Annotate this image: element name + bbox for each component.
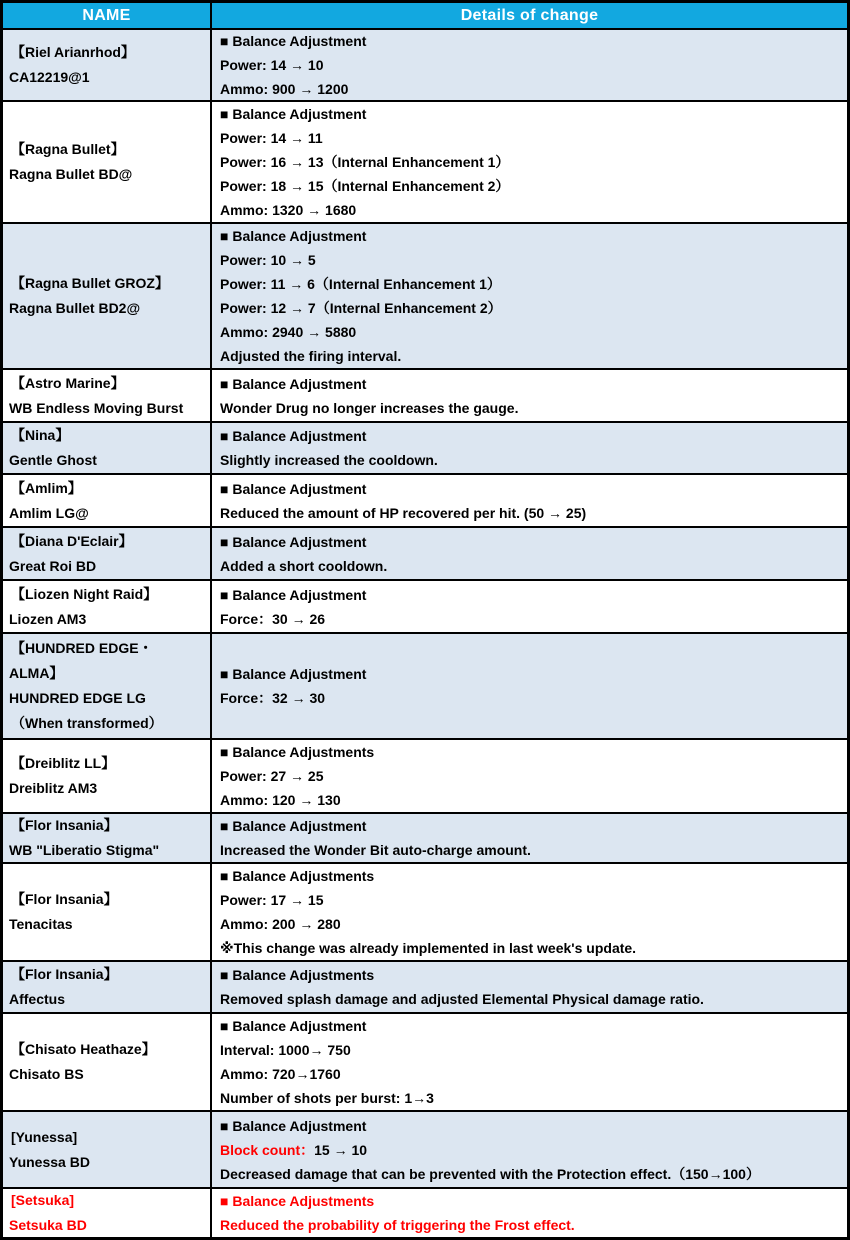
change-detail-line: ■ Balance Adjustments [220,868,375,884]
unit-name-line: 【Dreiblitz LL】 [11,755,116,771]
unit-name-line: 【Liozen Night Raid】 [11,585,158,602]
table-row [3,224,847,370]
table-row [3,102,847,224]
unit-name-line: 【Flor Insania】 [11,891,118,907]
unit-name-cell [3,528,212,579]
change-detail-line: Power: 14 → 10 [220,57,324,73]
unit-name-cell [3,634,212,738]
change-detail-line: ■ Balance Adjustment [220,1117,367,1134]
change-detail-line: Ammo: 1320 → 1680 [220,202,357,218]
table-header-row [3,3,847,30]
unit-name-cell [3,224,212,368]
unit-name-line: Yunessa BD [9,1153,90,1170]
unit-name-line: Dreiblitz AM3 [9,780,98,796]
change-detail-line: ■ Balance Adjustments [220,967,375,983]
change-detail-line: Power: 14 → 11 [220,130,323,146]
unit-name-line: 【Flor Insania】 [11,817,118,833]
unit-name-line: 【Riel Arianrhod】 [11,44,135,60]
change-detail-line: Ammo: 900 → 1200 [220,81,349,97]
change-details-cell [212,740,847,812]
table-row [3,528,847,581]
change-detail-line: Added a short cooldown. [220,557,388,574]
unit-name-line: 【Diana D'Eclair】 [11,532,133,549]
change-detail-line: ■ Balance Adjustment [220,375,367,392]
change-detail-line: ■ Balance Adjustment [220,533,367,550]
change-details-cell [212,962,847,1012]
change-detail-line: Force：30 → 26 [220,610,326,627]
unit-name-line: ALMA】 [9,665,64,681]
unit-name-line: 【Astro Marine】 [11,374,125,391]
unit-name-line: 【Flor Insania】 [11,966,118,982]
change-details-cell [212,370,847,421]
unit-name-line: Setsuka BD [9,1217,87,1233]
change-detail-line [220,1138,843,1162]
unit-name-line: Amlim LG@ [9,504,89,521]
change-detail-line: Power: 27 → 25 [220,768,324,784]
change-detail-line: Power: 10 → 5 [220,252,316,268]
unit-name-cell [3,814,212,862]
unit-name-line: Ragna Bullet BD@ [9,166,133,182]
unit-name-line: CA12219@1 [9,69,90,85]
change-detail-line: Adjusted the firing interval. [220,348,402,364]
change-details-cell [212,1189,847,1237]
table-row [3,1189,847,1237]
unit-name-line: 【Ragna Bullet】 [11,141,125,157]
unit-name-line: Affectus [9,991,66,1007]
unit-name-line: Gentle Ghost [9,452,97,468]
column-header-details: Details of change [460,6,599,24]
change-detail-line: ■ Balance Adjustment [220,586,367,603]
unit-name-line: Tenacitas [9,916,73,932]
table-row [3,1014,847,1112]
table-row [3,634,847,740]
table-row [3,740,847,814]
change-detail-line: Removed splash damage and adjusted Elemental Physical damage ratio. [220,991,704,1007]
change-detail-line: ■ Balance Adjustment [220,106,367,122]
unit-name-cell [3,581,212,632]
change-detail-line: ■ Balance Adjustment [220,428,367,444]
unit-name-cell [3,740,212,812]
change-details-cell [212,528,847,579]
unit-name-cell [3,370,212,421]
unit-name-line: 【Amlim】 [11,479,82,496]
change-detail-line: Power: 18 → 15（Internal Enhancement 2） [220,178,510,194]
unit-name-line: 【HUNDRED EDGE・ [11,640,153,656]
change-detail-line: Increased the Wonder Bit auto-charge amount. [220,842,531,858]
table-row [3,475,847,528]
change-details-cell [212,581,847,632]
change-details-cell [212,634,847,738]
change-details-cell [212,814,847,862]
unit-name-line: 【Nina】 [11,427,70,443]
unit-name-line: 【Ragna Bullet GROZ】 [11,275,169,291]
unit-name-cell [3,864,212,960]
change-details-cell [212,102,847,222]
change-details-cell [212,864,847,960]
table-row [3,370,847,423]
change-details-cell [212,30,847,100]
detail-segment: Block count： [220,1141,315,1158]
change-detail-line: Number of shots per burst: 1→3 [220,1090,434,1106]
table-row [3,581,847,634]
change-details-cell [212,475,847,526]
table-row [3,814,847,864]
unit-name-line: [Setsuka] [11,1192,75,1208]
change-detail-line: Ammo: 200 → 280 [220,916,341,932]
unit-name-cell [3,962,212,1012]
change-detail-line: ■ Balance Adjustment [220,33,367,49]
change-detail-line: Power: 16 → 13（Internal Enhancement 1） [220,154,510,170]
change-detail-line: Power: 17 → 15 [220,892,324,908]
unit-name-cell [3,1112,212,1187]
unit-name-line: Chisato BS [9,1066,84,1082]
unit-name-line: HUNDRED EDGE LG [9,690,146,706]
change-detail-line: Force：32 → 30 [220,690,326,706]
change-detail-line: ■ Balance Adjustment [220,1018,367,1034]
change-detail-line: Ammo: 120 → 130 [220,792,341,808]
change-details-cell [212,1014,847,1110]
change-details-cell [212,1112,847,1187]
unit-name-cell [3,102,212,222]
change-detail-line: ■ Balance Adjustments [220,744,375,760]
change-details-cell [212,224,847,368]
change-detail-line: Ammo: 2940 → 5880 [220,324,357,340]
table-row [3,864,847,962]
change-details-cell [212,423,847,473]
unit-name-cell [3,1014,212,1110]
unit-name-line: Ragna Bullet BD2@ [9,300,141,316]
unit-name-cell [3,475,212,526]
table-body [3,30,847,1237]
change-detail-line: ■ Balance Adjustment [220,480,367,497]
table-row [3,423,847,475]
unit-name-cell [3,423,212,473]
change-detail-line: Power: 12 → 7（Internal Enhancement 2） [220,300,502,316]
unit-name-line: 【Chisato Heathaze】 [11,1041,156,1057]
change-detail-line: ■ Balance Adjustments [220,1193,375,1209]
table-row [3,1112,847,1189]
unit-name-cell [3,30,212,100]
change-detail-line: Reduced the amount of HP recovered per hit. (50 → 25) [220,504,587,521]
column-header-name: NAME [3,3,212,28]
change-detail-line: ■ Balance Adjustment [220,818,367,834]
unit-name-cell [3,1189,212,1237]
change-detail-line: ※This change was already implemented in last week's update. [220,940,637,956]
change-detail-line: Wonder Drug no longer increases the gauge. [220,399,519,416]
change-detail-line: Interval: 1000→ 750 [220,1042,351,1058]
change-detail-line: Slightly increased the cooldown. [220,452,438,468]
change-detail-line: ■ Balance Adjustment [220,666,367,682]
unit-name-line: [Yunessa] [11,1128,78,1145]
detail-segment: 15 → 10 [314,1141,368,1158]
change-detail-line: ■ Balance Adjustment [220,228,367,244]
table-row [3,30,847,102]
change-detail-line: Reduced the probability of triggering the Frost effect. [220,1217,575,1233]
unit-name-line: Great Roi BD [9,557,97,574]
unit-name-line: Liozen AM3 [9,610,87,627]
unit-name-line: WB "Liberatio Stigma" [9,842,160,858]
change-detail-line: Power: 11 → 6（Internal Enhancement 1） [220,276,501,292]
change-detail-line: Ammo: 720→1760 [220,1066,341,1082]
table-row [3,962,847,1014]
unit-name-line: WB Endless Moving Burst [9,399,184,416]
change-detail-line: Decreased damage that can be prevented with the Protection effect.（150→100） [220,1165,760,1182]
unit-name-line: （When transformed） [11,715,163,731]
